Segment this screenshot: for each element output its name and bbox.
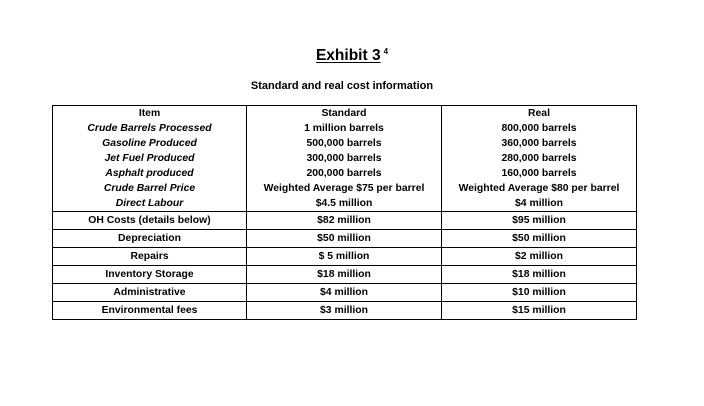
row-standard-value: $18 million	[247, 266, 442, 284]
row-item-label: Crude Barrels Processed	[53, 121, 247, 136]
column-header-real: Real	[442, 106, 637, 122]
row-standard-value: $4.5 million	[247, 196, 442, 212]
row-standard-value: $82 million	[247, 212, 442, 230]
table-row	[53, 166, 637, 181]
table-row	[53, 302, 637, 320]
row-item-label: Gasoline Produced	[53, 136, 247, 151]
row-item-label: Asphalt produced	[53, 166, 247, 181]
column-header-standard: Standard	[247, 106, 442, 122]
table-row	[53, 248, 637, 266]
row-item-label: Crude Barrel Price	[53, 181, 247, 196]
table-row	[53, 284, 637, 302]
row-real-value: 800,000 barrels	[442, 121, 637, 136]
row-real-value: $10 million	[442, 284, 637, 302]
table-row	[53, 196, 637, 212]
row-item-label: Inventory Storage	[53, 266, 247, 284]
exhibit-title-text: Exhibit 3	[315, 47, 381, 64]
exhibit-title	[0, 46, 704, 66]
row-standard-value: $50 million	[247, 230, 442, 248]
table-header-row	[53, 106, 637, 122]
row-item-label: Administrative	[53, 284, 247, 302]
row-item-label: OH Costs (details below)	[53, 212, 247, 230]
row-standard-value: 300,000 barrels	[247, 151, 442, 166]
exhibit-subtitle: Standard and real cost information	[250, 80, 434, 92]
table-row	[53, 212, 637, 230]
table-row	[53, 151, 637, 166]
row-real-value: $15 million	[442, 302, 637, 320]
row-standard-value: $3 million	[247, 302, 442, 320]
row-item-label: Jet Fuel Produced	[53, 151, 247, 166]
column-header-item: Item	[53, 106, 247, 122]
row-real-value: 280,000 barrels	[442, 151, 637, 166]
table-row	[53, 181, 637, 196]
row-standard-value: Weighted Average $75 per barrel	[247, 181, 442, 196]
row-item-label: Depreciation	[53, 230, 247, 248]
cost-table	[52, 105, 637, 320]
footnote-marker: 4	[383, 47, 389, 56]
row-real-value: $18 million	[442, 266, 637, 284]
row-real-value: $4 million	[442, 196, 637, 212]
row-standard-value: $ 5 million	[247, 248, 442, 266]
row-item-label: Direct Labour	[53, 196, 247, 212]
row-item-label: Environmental fees	[53, 302, 247, 320]
table-row	[53, 230, 637, 248]
row-standard-value: $4 million	[247, 284, 442, 302]
row-real-value: $50 million	[442, 230, 637, 248]
table-row	[53, 136, 637, 151]
row-item-label: Repairs	[53, 248, 247, 266]
row-real-value: Weighted Average $80 per barrel	[442, 181, 637, 196]
row-standard-value: 200,000 barrels	[247, 166, 442, 181]
row-real-value: $95 million	[442, 212, 637, 230]
row-real-value: 360,000 barrels	[442, 136, 637, 151]
row-standard-value: 500,000 barrels	[247, 136, 442, 151]
table-row	[53, 266, 637, 284]
row-real-value: 160,000 barrels	[442, 166, 637, 181]
table-row	[53, 121, 637, 136]
row-real-value: $2 million	[442, 248, 637, 266]
row-standard-value: 1 million barrels	[247, 121, 442, 136]
